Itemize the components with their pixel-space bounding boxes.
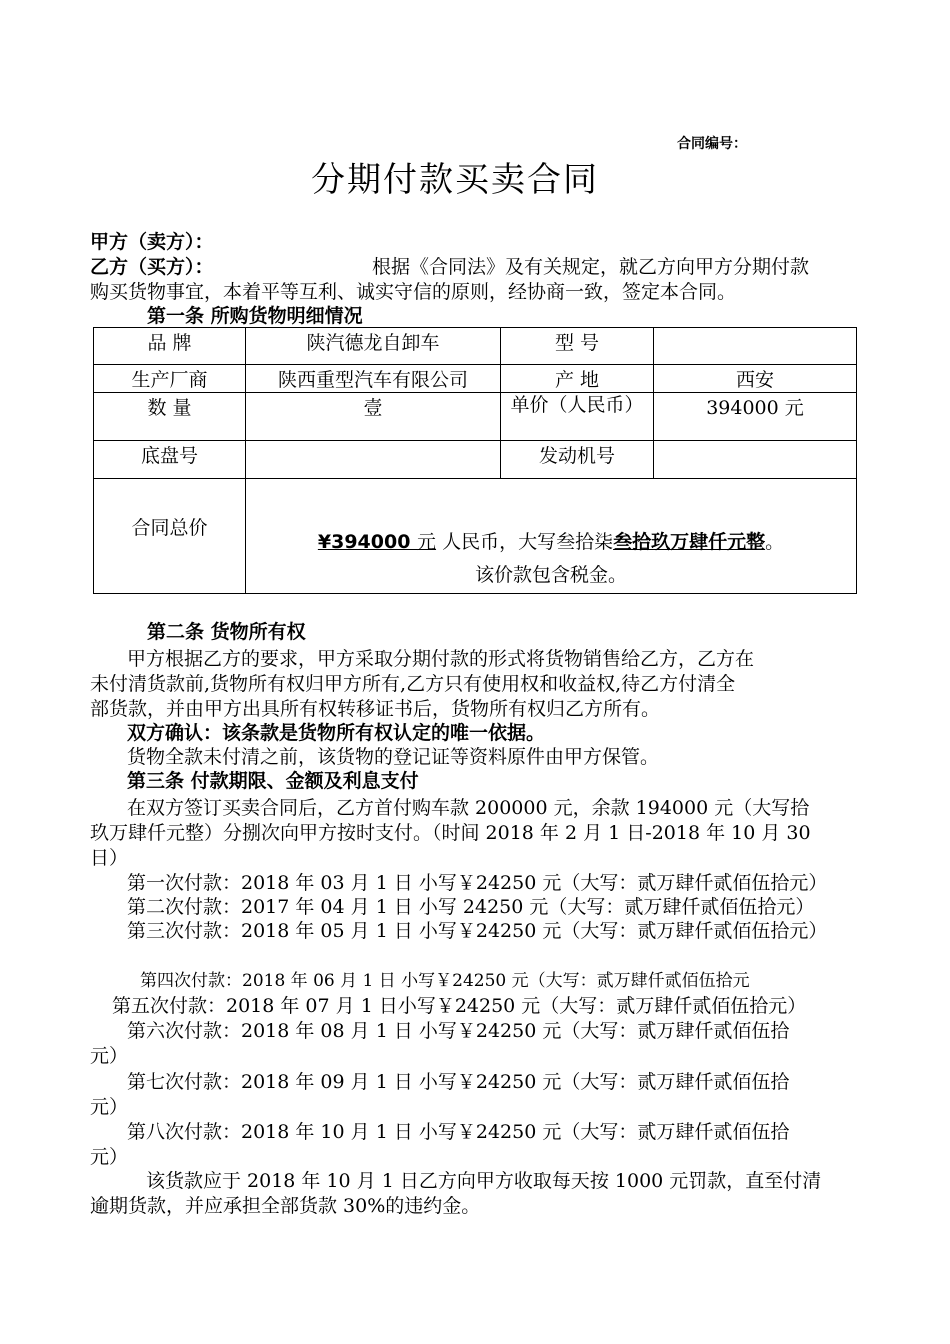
contract-number-label: 合同编号： — [677, 136, 747, 152]
payment-8-tail: 元） — [90, 1146, 129, 1168]
cell-price-value: 394000 元 — [654, 393, 857, 441]
intro-line-2: 购买货物事宜，本着平等互利、诚实守信的原则，经协商一致，签定本合同。 — [90, 281, 737, 303]
payment-2: 第二次付款：2017 年 04 月 1 日 小写 24250 元（大写：贰万肆仟贰佰伍拾元） — [127, 896, 815, 918]
cell-maker-value: 陕西重型汽车有限公司 — [246, 365, 501, 393]
cell-engine-value — [654, 441, 857, 479]
payment-7: 第七次付款：2018 年 09 月 1 日 小写￥24250 元（大写：贰万肆仟贰佰伍拾 — [127, 1071, 790, 1093]
article3-p1-line3: 日） — [90, 847, 129, 869]
cell-chassis-label: 底盘号 — [94, 441, 246, 479]
cell-qty-label: 数 量 — [94, 393, 246, 441]
table-row — [94, 328, 857, 365]
page-title: 分期付款买卖合同 — [311, 160, 599, 200]
article2-p1-line2: 未付清货款前,货物所有权归甲方所有,乙方只有使用权和收益权,待乙方付清全 — [90, 673, 736, 695]
goods-table — [93, 327, 857, 594]
cell-maker-label: 生产厂商 — [94, 365, 246, 393]
article1-heading: 第一条 所购货物明细情况 — [147, 305, 363, 327]
cell-brand-value: 陕汽德龙自卸车 — [246, 328, 501, 365]
cell-model-value — [654, 328, 857, 365]
total-end: 。 — [765, 531, 785, 553]
article2-p1-line3: 部货款，并由甲方出具所有权转移证书后，货物所有权归乙方所有。 — [90, 698, 661, 720]
payment-6: 第六次付款：2018 年 08 月 1 日 小写￥24250 元（大写：贰万肆仟贰佰伍拾 — [127, 1020, 790, 1042]
payment-4: 第四次付款：2018 年 06 月 1 日 小写￥24250 元（大写：贰万肆仟贰佰伍拾元 — [140, 971, 750, 991]
article2-heading: 第二条 货物所有权 — [147, 621, 306, 643]
total-mid-text: 人民币，大写叁拾柒 — [436, 531, 614, 553]
payment-6-tail: 元） — [90, 1045, 129, 1067]
payment-8: 第八次付款：2018 年 10 月 1 日 小写￥24250 元（大写：贰万肆仟贰佰伍拾 — [127, 1121, 790, 1143]
total-unit: 元 — [417, 531, 437, 553]
cell-total-label: 合同总价 — [94, 479, 246, 594]
penalty-line1: 该货款应于 2018 年 10 月 1 日乙方向甲方收取每天按 1000 元罚款，直至付清 — [146, 1170, 822, 1192]
intro-line-1: 根据《合同法》及有关规定，就乙方向甲方分期付款 — [372, 256, 810, 278]
ownership-confirmation: 双方确认：该条款是货物所有权认定的唯一依据。 — [127, 722, 546, 744]
cell-origin-value: 西安 — [654, 365, 857, 393]
cell-brand-label: 品 牌 — [94, 328, 246, 365]
cell-qty-value: 壹 — [246, 393, 501, 441]
article3-p1-line1: 在双方签订买卖合同后，乙方首付购车款 200000 元，余款 194000 元（大写拾 — [127, 797, 810, 819]
cell-price-label: 单价（人民币） — [501, 393, 654, 441]
article2-p1-line1: 甲方根据乙方的要求，甲方采取分期付款的形式将货物销售给乙方，乙方在 — [127, 648, 755, 670]
article3-p1-line2: 玖万肆仟元整）分捌次向甲方按时支付。（时间 2018 年 2 月 1 日-2018 年 10 月 30 — [90, 822, 811, 844]
buyer-label: 乙方（买方）： — [90, 256, 214, 278]
penalty-line2: 逾期货款，并应承担全部货款 30%的违约金。 — [90, 1195, 481, 1217]
table-row — [94, 365, 857, 393]
cell-engine-label: 发动机号 — [501, 441, 654, 479]
payment-7-tail: 元） — [90, 1096, 129, 1118]
article3-heading: 第三条 付款期限、金额及利息支付 — [127, 770, 419, 792]
payment-5: 第五次付款：2018 年 07 月 1 日小写￥24250 元（大写：贰万肆仟贰佰伍拾元） — [112, 995, 807, 1017]
cell-total-value — [246, 479, 857, 594]
cell-model-label: 型 号 — [501, 328, 654, 365]
table-row — [94, 393, 857, 441]
article2-p2: 货物全款未付清之前，该货物的登记证等资料原件由甲方保管。 — [127, 746, 660, 768]
table-row — [94, 441, 857, 479]
total-upper-amount: 叁拾玖万肆仟元整 — [613, 531, 766, 553]
payment-1: 第一次付款：2018 年 03 月 1 日 小写￥24250 元（大写：贰万肆仟贰佰伍拾元） — [127, 872, 828, 894]
seller-label: 甲方（卖方）： — [90, 231, 214, 253]
payment-3: 第三次付款：2018 年 05 月 1 日 小写￥24250 元（大写：贰万肆仟贰佰伍拾元） — [127, 920, 828, 942]
table-row — [94, 479, 857, 594]
tax-note: 该价款包含税金。 — [474, 564, 627, 586]
total-amount: ¥394000 — [317, 531, 418, 553]
cell-chassis-value — [246, 441, 501, 479]
cell-origin-label: 产 地 — [501, 365, 654, 393]
